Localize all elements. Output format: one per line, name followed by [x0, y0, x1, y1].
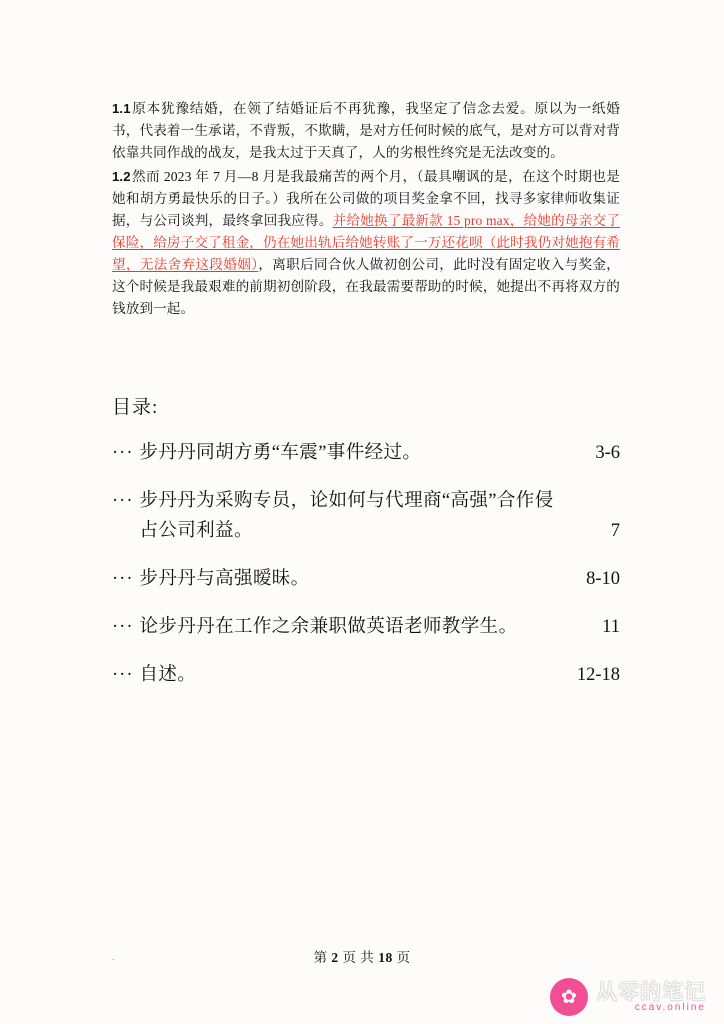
paragraph-body-after: ，离职后同合伙人做初创公司，此时没有固定收入与奖金，这个时候是我最艰难的前期初创阶段，在我最需要帮助的时候，她提出不再将双方的钱放到一起。	[112, 256, 620, 316]
paragraph-1-2	[112, 152, 620, 333]
table-of-contents	[112, 438, 620, 708]
footer-middle: 页 共	[342, 950, 375, 965]
page-footer	[0, 946, 724, 966]
paragraph-text	[112, 166, 620, 320]
paragraph-number: 1.1	[112, 100, 131, 116]
watermark	[550, 978, 706, 1016]
toc-entry-label: 步丹丹与高强暧昧。	[139, 569, 310, 589]
toc-entry-page: 3-6	[595, 443, 620, 463]
toc-leader-dots: ···	[112, 665, 134, 685]
toc-entry-label: 步丹丹同胡方勇“车震”事件经过。	[139, 443, 422, 463]
flower-icon: ✿	[550, 978, 588, 1016]
toc-entry-page: 11	[602, 617, 620, 637]
watermark-main-text: 从零的笔记	[596, 979, 706, 1004]
footer-corner-mark: .	[112, 952, 115, 963]
watermark-text	[596, 981, 706, 1014]
table-of-contents-title: 目录:	[112, 397, 159, 418]
toc-entry-label: 论步丹丹在工作之余兼职做英语老师教学生。	[139, 617, 518, 637]
toc-entry-page: 8-10	[586, 569, 620, 589]
toc-leader-dots: ···	[112, 617, 134, 637]
footer-total-pages: 18	[378, 950, 393, 965]
toc-leader-dots: ···	[112, 443, 134, 463]
footer-suffix: 页	[396, 950, 411, 965]
toc-entry-label: 步丹丹为采购专员，论如何与代理商“高强”合作侵占公司利益。	[139, 491, 554, 541]
paragraph-body-before: 然而 2023 年 7 月—8 月是我最痛苦的两个月，（最具嘲讽的是，在这个时期也是她和胡方勇最快乐的日子。）我所在公司做的项目奖金拿不回，找寻多家律师收集证据，与公司谈判，最终拿回我应得。	[112, 168, 620, 228]
footer-prefix: 第	[313, 950, 328, 965]
toc-entry-page: 12-18	[576, 665, 620, 685]
toc-entry[interactable]	[112, 564, 620, 594]
toc-entry[interactable]	[112, 660, 620, 690]
paragraph-number: 1.2	[112, 168, 131, 184]
paragraph-body: 原本犹豫结婚，在领了结婚证后不再犹豫，我坚定了信念去爱。原以为一纸婚书，代表着一生承诺，不背叛，不欺瞒，是对方任何时候的底气，是对方可以背对背依靠共同作战的战友，是我太过于天真了，人的劣根性终究是无法改变的。	[112, 100, 620, 160]
toc-entry[interactable]	[112, 438, 620, 468]
highlighted-red-text: 并给她换了最新款 15 pro max，给她的母亲交了保险，给房子交了租金，仍在她出轨后给她转账了一万还花呗（此时我仍对她抱有希望，无法舍弃这段婚姻）	[112, 212, 621, 272]
toc-entry-label: 自述。	[139, 665, 197, 685]
toc-entry[interactable]	[112, 486, 620, 546]
toc-entry-page: 7	[610, 521, 620, 541]
toc-entry[interactable]	[112, 612, 620, 642]
footer-current-page: 2	[331, 950, 339, 965]
watermark-sub-text: ccav.online	[634, 1001, 706, 1013]
toc-leader-dots: ···	[112, 569, 134, 589]
toc-leader-dots: ···	[112, 491, 134, 511]
